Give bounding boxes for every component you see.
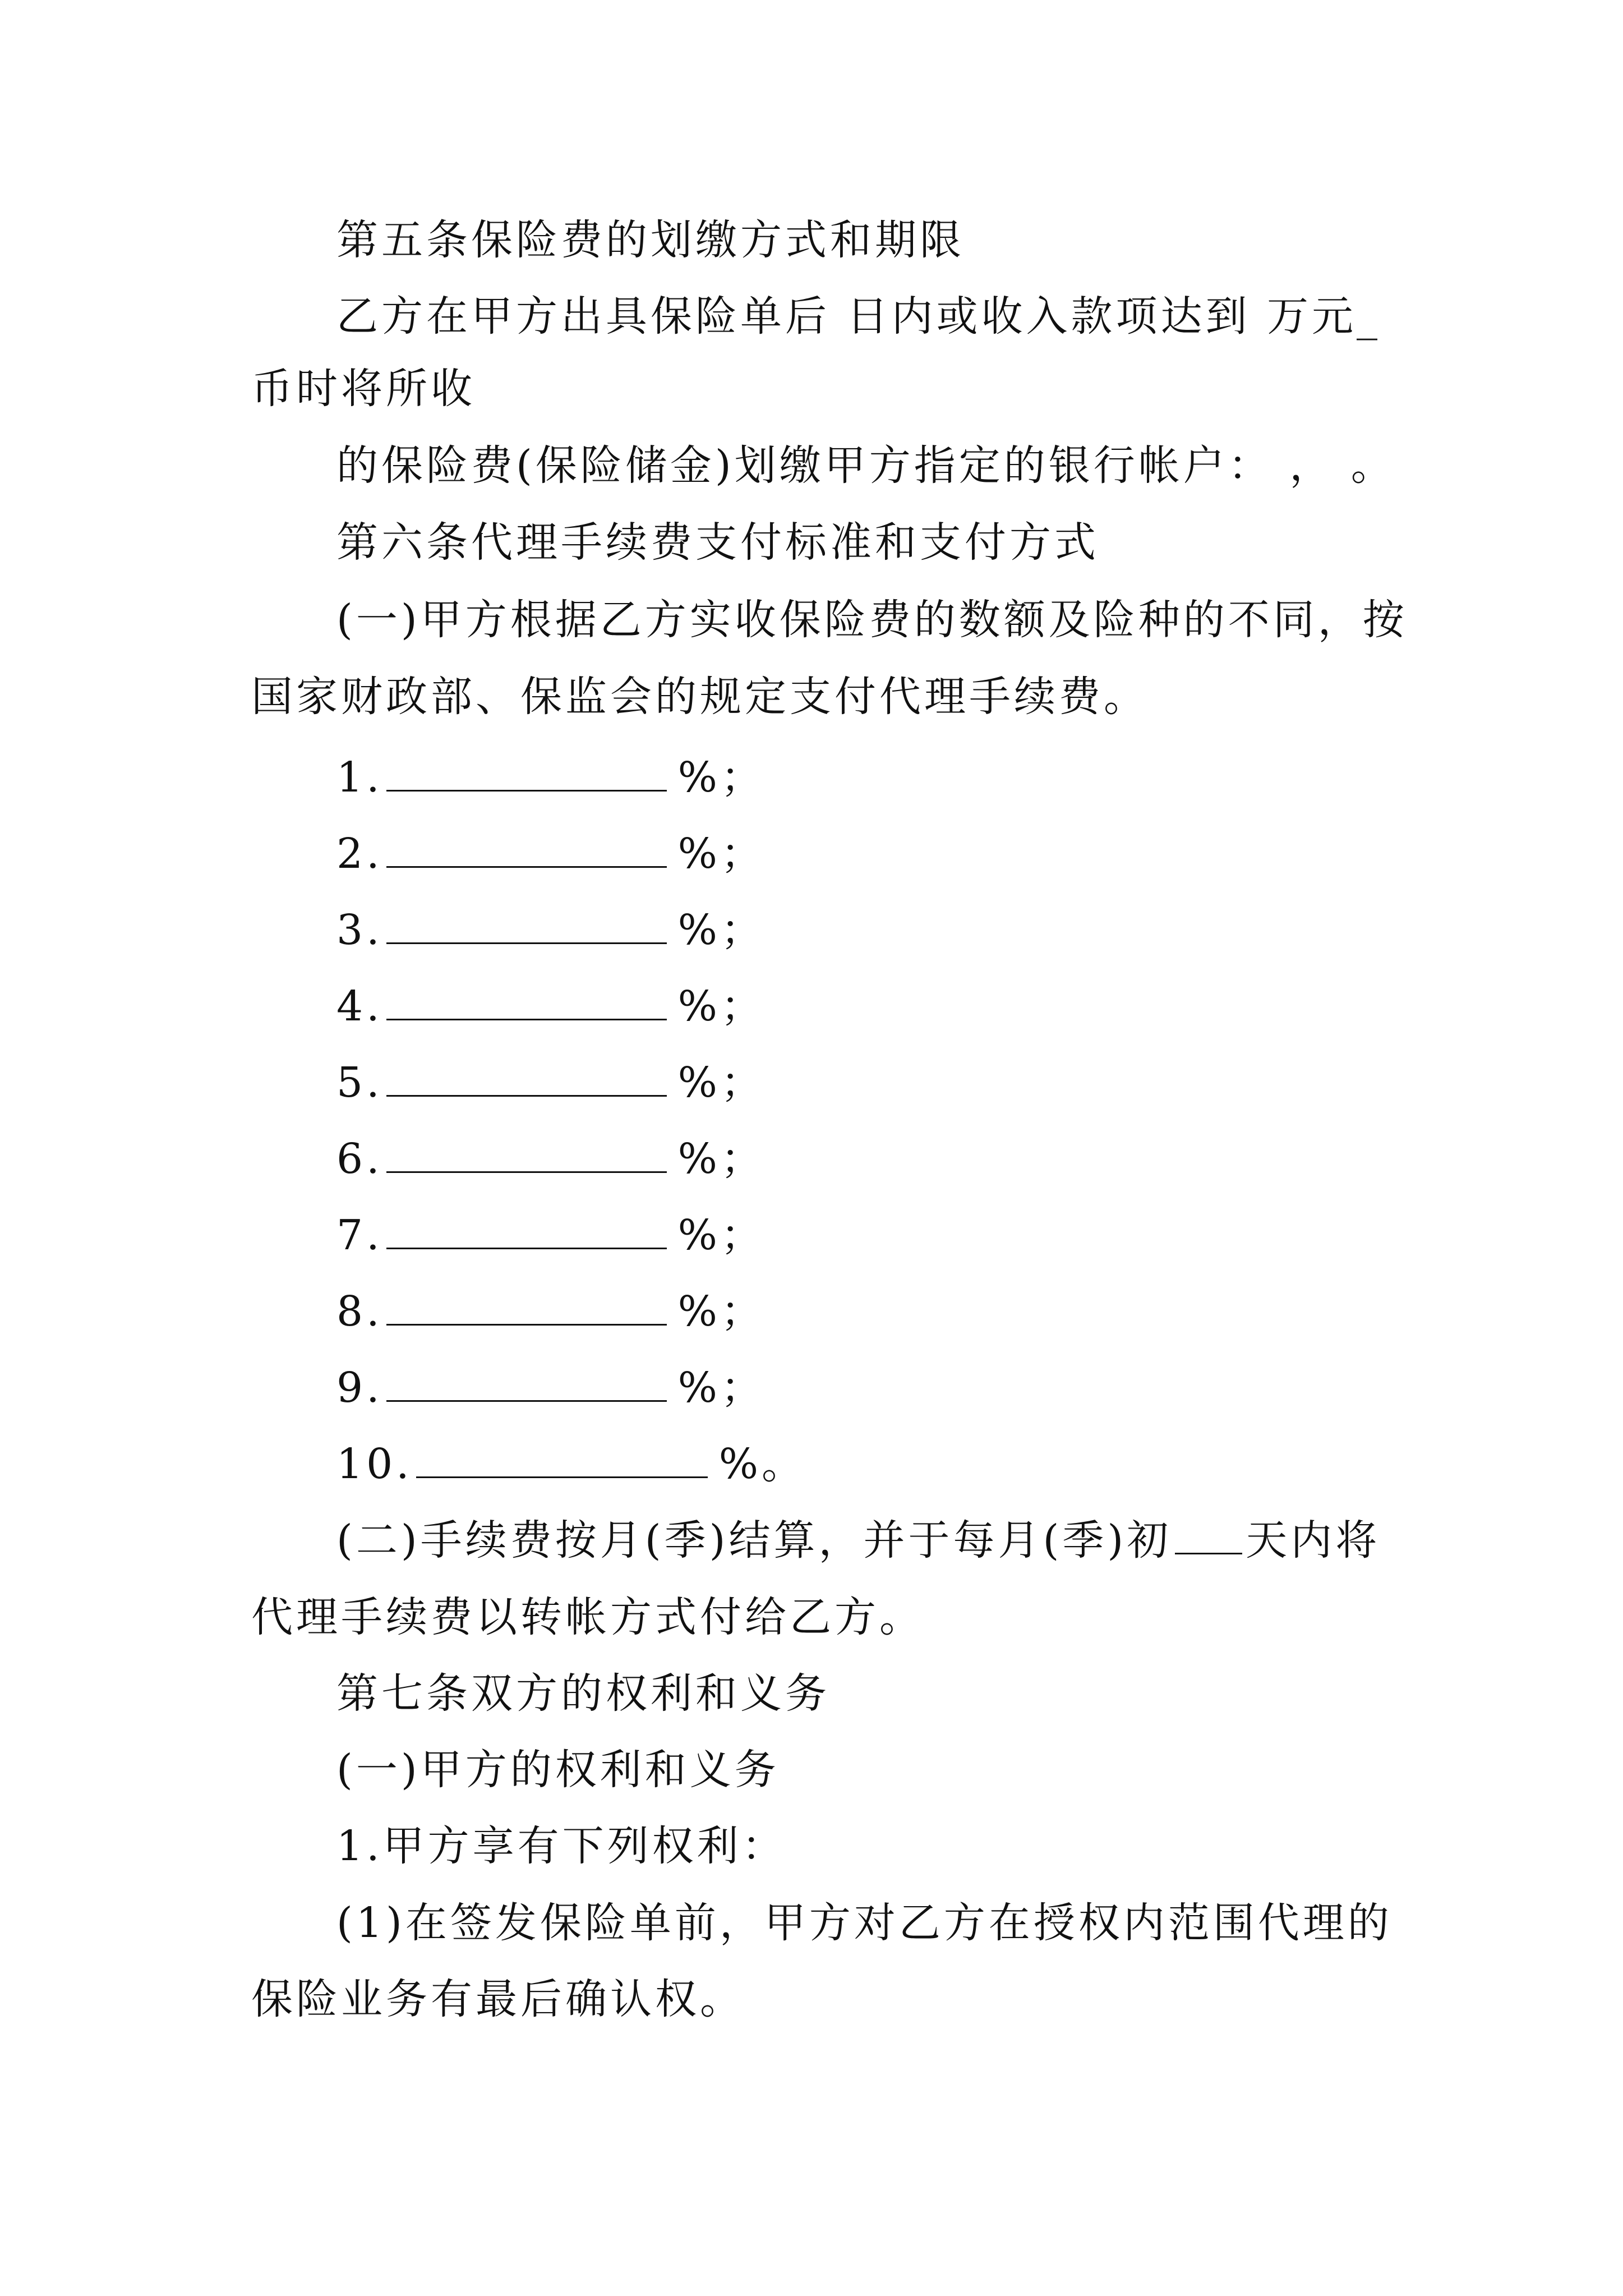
rate-line-4 [336, 978, 766, 1034]
article-6-heading: 第六条代理手续费支付标准和支付方式 [336, 518, 1099, 567]
rate-number: 4. [336, 982, 383, 1030]
article-7-point-1: 1.甲方享有下列权利： [336, 1822, 787, 1870]
rate-blank [386, 905, 667, 944]
rate-line-6 [336, 1131, 766, 1187]
rate-number: 1. [336, 753, 383, 802]
rate-number: 9. [336, 1364, 383, 1412]
percent-sign: % [677, 1364, 721, 1412]
rate-end-mark: ； [720, 982, 766, 1030]
rate-line-2 [336, 826, 766, 882]
days-blank [1175, 1516, 1242, 1554]
article-7-clause-1-line-2: 保险业务有最后确认权。 [251, 1975, 745, 2023]
rate-end-mark: ； [720, 753, 766, 802]
percent-sign: % [677, 1287, 721, 1336]
percent-sign: % [677, 1211, 721, 1259]
rate-number: 3. [336, 906, 383, 954]
rate-blank [386, 1211, 667, 1249]
rate-line-5 [336, 1055, 766, 1111]
rate-number: 2. [336, 830, 383, 878]
rate-number: 7. [336, 1211, 383, 1259]
article-7-heading: 第七条双方的权利和义务 [336, 1669, 830, 1718]
rate-end-mark: ； [720, 1287, 766, 1336]
percent-sign: % [677, 906, 721, 954]
rate-line-9 [336, 1360, 766, 1416]
article-5-heading: 第五条保险费的划缴方式和期限 [336, 216, 965, 264]
rate-blank [386, 1134, 667, 1173]
percent-sign: % [677, 830, 721, 878]
rate-blank [386, 1287, 667, 1326]
percent-sign: % [677, 1135, 721, 1183]
rate-blank [386, 1058, 667, 1097]
rate-line-8 [336, 1283, 766, 1340]
rate-number: 5. [336, 1059, 383, 1107]
percent-sign: % [677, 753, 721, 802]
rate-end-mark: ； [720, 906, 766, 954]
article-6-item-1-line-1: (一)甲方根据乙方实收保险费的数额及险种的不同，按 [336, 596, 1408, 644]
article-7-subsection-1: (一)甲方的权利和义务 [336, 1746, 780, 1794]
rate-end-mark: ； [720, 830, 766, 878]
rate-end-mark: ； [720, 1211, 766, 1259]
rate-end-mark: 。 [762, 1440, 807, 1488]
article-6-item-2-line-2: 代理手续费以转帐方式付给乙方。 [251, 1593, 924, 1641]
rate-line-7 [336, 1207, 766, 1263]
rate-blank [386, 829, 667, 868]
rate-number: 6. [336, 1135, 383, 1183]
item-2-text-a: (二)手续费按月(季)结算，并于每月(季)初 [336, 1516, 1172, 1565]
percent-sign: % [677, 1059, 721, 1107]
rate-blank [386, 1363, 667, 1402]
rate-blank [386, 982, 667, 1020]
item-2-text-b: 天内将 [1246, 1516, 1381, 1565]
rate-line-10 [336, 1436, 806, 1492]
article-6-item-1-line-2: 国家财政部、保监会的规定支付代理手续费。 [251, 673, 1149, 721]
rate-line-1 [336, 749, 766, 806]
rate-end-mark: ； [720, 1059, 766, 1107]
article-7-clause-1-line-1: (1)在签发保险单前，甲方对乙方在授权内范围代理的 [336, 1899, 1393, 1947]
rate-number: 8. [336, 1287, 383, 1336]
percent-sign: % [677, 982, 721, 1030]
article-5-paragraph-2: 的保险费(保险储金)划缴甲方指定的银行帐户： ， 。 [336, 441, 1396, 490]
rate-end-mark: ； [720, 1135, 766, 1183]
rate-line-3 [336, 902, 766, 958]
rate-end-mark: ； [720, 1364, 766, 1412]
rate-blank [416, 1439, 708, 1478]
rate-blank [386, 753, 667, 792]
rate-number: 10. [336, 1440, 413, 1488]
article-6-item-2-line-1 [336, 1512, 1380, 1568]
article-5-paragraph-1-line-1: 乙方在甲方出具保险单后 日内或收入款项达到 万元_ [336, 292, 1381, 341]
article-5-paragraph-1-line-2: 币时将所收 [251, 365, 476, 413]
percent-sign: % [718, 1440, 762, 1488]
